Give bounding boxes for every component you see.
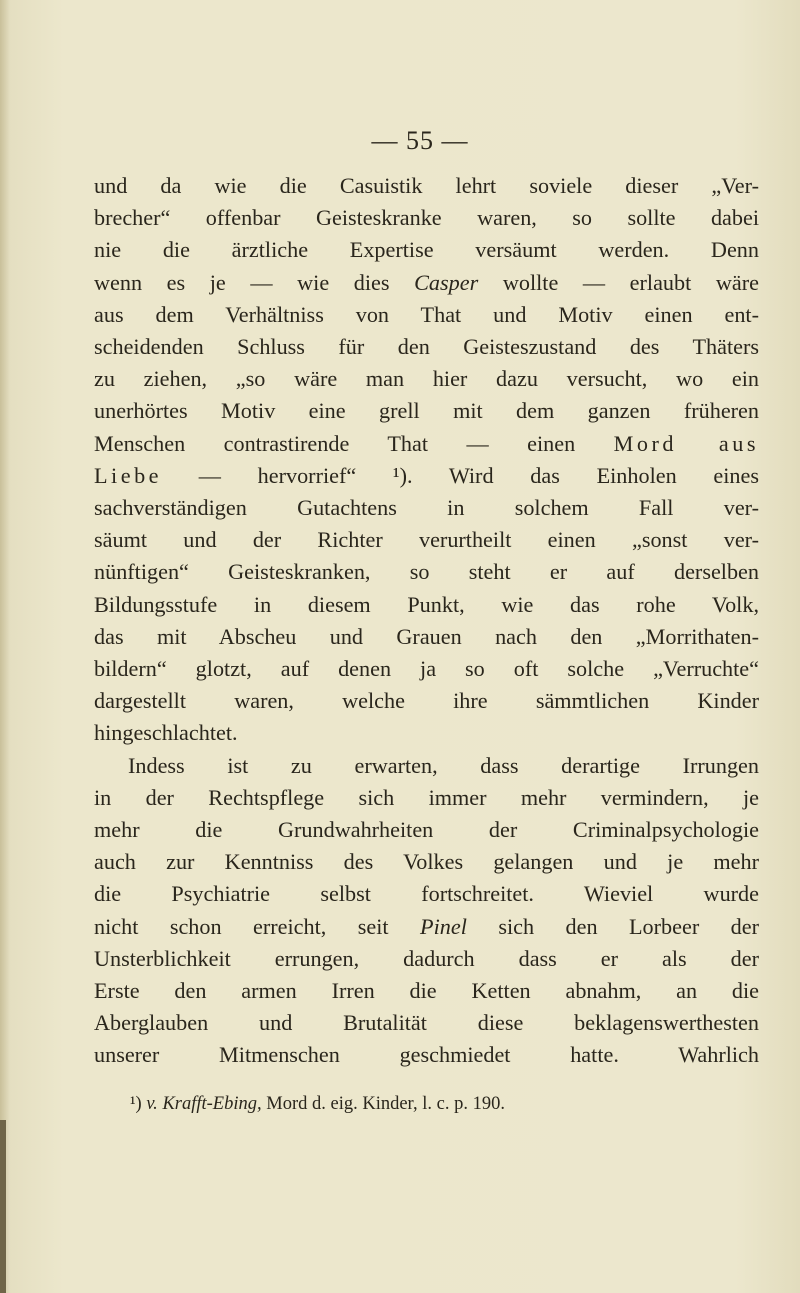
page-edge-shadow	[0, 0, 10, 1293]
text-line: wenn es je — wie dies Casper wollte — erlaubt wäre	[94, 269, 759, 295]
binding-edge	[0, 1120, 6, 1293]
text-line: hingeschlachtet.	[94, 720, 238, 746]
text-line: sachverständigen Gutachtens in solchem Fall ver-	[94, 495, 759, 521]
page-number: — 55 —	[371, 126, 469, 155]
text-line: dargestellt waren, welche ihre sämmtlichen Kinder	[94, 688, 759, 714]
text-line: Aberglauben und Brutalität diese beklagenswerthesten	[94, 1010, 759, 1036]
spaced-emphasis: Liebe	[94, 462, 163, 488]
text-line: Menschen contrastirende That — einen Mord aus	[94, 430, 759, 456]
text-line: Indess ist zu erwarten, dass derartige Irrungen	[128, 752, 759, 778]
text-line: Liebe — hervorrief“ ¹). Wird das Einholen eines	[94, 462, 759, 488]
text-line: in der Rechtspflege sich immer mehr vermindern, je	[94, 784, 759, 810]
text-line: unerhörtes Motiv eine grell mit dem ganzen früheren	[94, 398, 759, 424]
text-line: scheidenden Schluss für den Geisteszustand des Thäters	[94, 334, 759, 360]
footnote	[130, 1092, 750, 1116]
text-line: Bildungsstufe in diesem Punkt, wie das rohe Volk,	[94, 591, 759, 617]
text-line: zu ziehen, „so wäre man hier dazu versucht, wo ein	[94, 366, 759, 392]
text-line: mehr die Grundwahrheiten der Criminalpsychologie	[94, 817, 759, 843]
text-line: nicht schon erreicht, seit Pinel sich den Lorbeer der	[94, 913, 759, 939]
text-line: säumt und der Richter verurtheilt einen „sonst ver-	[94, 527, 759, 553]
name-pinel: Pinel	[420, 913, 467, 939]
footnote-author: Krafft-Ebing,	[162, 1094, 262, 1114]
text-line: nie die ärztliche Expertise versäumt werden. Denn	[94, 237, 759, 263]
text-line: unserer Mitmenschen geschmiedet hatte. Wahrlich	[94, 1042, 759, 1068]
text-line: Unsterblichkeit errungen, dadurch dass er als der	[94, 945, 759, 971]
spaced-emphasis: Mord aus	[613, 430, 759, 456]
body-text	[94, 170, 759, 1072]
text-line: brecher“ offenbar Geisteskranke waren, so sollte dabei	[94, 205, 759, 231]
text-line: aus dem Verhältniss von That und Motiv einen ent-	[94, 301, 759, 327]
text-line: auch zur Kenntniss des Volkes gelangen und je mehr	[94, 849, 759, 875]
footnote-reference: Mord d. eig. Kinder, l. c. p. 190.	[266, 1094, 505, 1114]
text-line: bildern“ glotzt, auf denen ja so oft solche „Verruchte“	[94, 656, 759, 682]
text-line: Erste den armen Irren die Ketten abnahm, an die	[94, 978, 759, 1004]
text-line: die Psychiatrie selbst fortschreitet. Wieviel wurde	[94, 881, 759, 907]
text-line: das mit Abscheu und Grauen nach den „Morrithaten-	[94, 623, 759, 649]
text-line: nünftigen“ Geisteskranken, so steht er auf derselben	[94, 559, 759, 585]
name-casper: Casper	[414, 269, 479, 295]
text-line: und da wie die Casuistik lehrt soviele dieser „Ver-	[94, 173, 759, 198]
footnote-marker: ¹)	[130, 1094, 142, 1114]
footnote-author-prefix: v.	[146, 1094, 158, 1114]
